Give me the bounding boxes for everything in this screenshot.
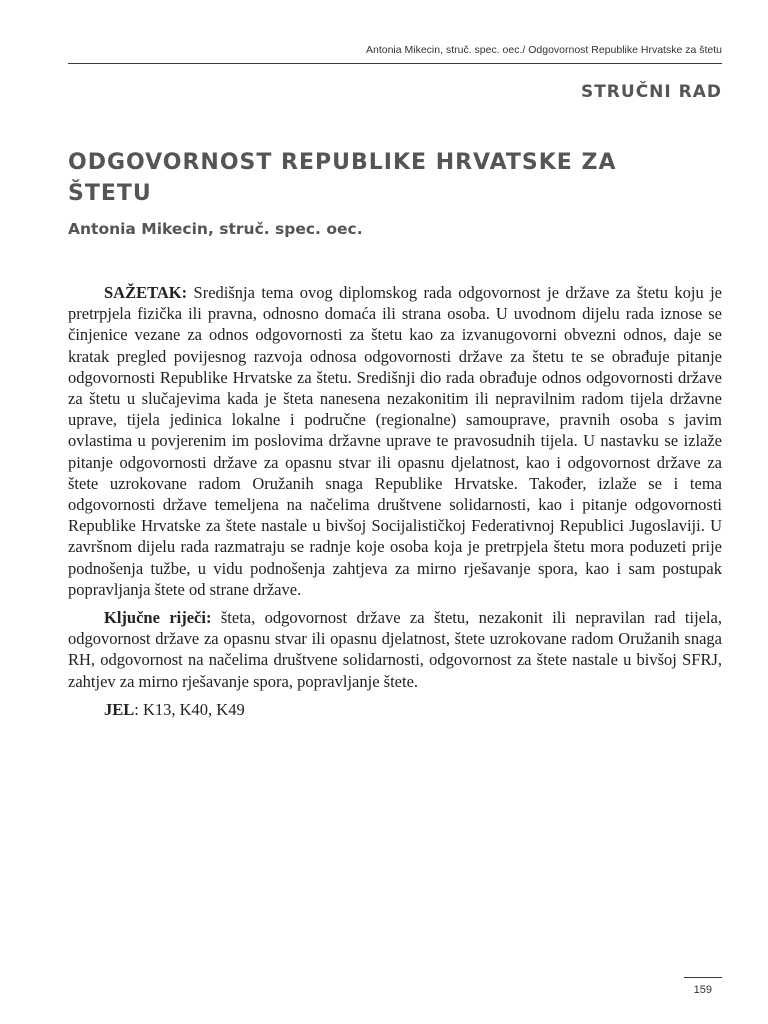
running-header: Antonia Mikecin, struč. spec. oec./ Odgovornost Republike Hrvatske za štetu xyxy=(365,44,722,56)
article-title: ODGOVORNOST REPUBLIKE HRVATSKE ZA ŠTETU xyxy=(68,150,617,206)
abstract-label: SAŽETAK: xyxy=(104,283,188,302)
abstract-text: Središnja tema ovog diplomskog rada odgovornost je države za štetu koju je pretrpjela fizička ili pravna, odnosno domaća ili strana osoba. U uvodnom dijelu rada iznose se činjenice vezane za odnos odgovornosti za štetu kao za izvanugovorni obvezni odnos, daje se kratak pregled povijesnog razvoja odnosa odgovornosti države za štetu te se obrađuje pitanje odgovornosti Republike Hrvatske za štetu. Središnji dio rada obrađuje odnos odgovornosti države za štetu u slučajevima kada je šteta nanesena nezakonitim ili nepravilnim radom tijela državne uprave, tijela jedinica lokalne i područne (regionalne) samouprave, pravnih osoba s javim ovlastima u povjerenim im poslovima državne uprave te pravosudnih tijela. U nastavku se izlaže pitanje odgovornosti države za opasnu stvar ili opasnu djelatnost, kao i odgovornost države za štete uzrokovane radom Oružanih snaga Republike Hrvatske. Također, izlaže se i tema odgovornosti države temeljena na načelima društvene solidarnosti, kao i pitanje odgovornosti Republike Hrvatske za štete nastale u bivšoj Socijalističkoj Federativnoj Republici Jugoslaviji. U završnom dijelu rada razmatraju se radnje koje osoba koja je pretrpjela štetu mora poduzeti prije podnošenja tužbe, u vidu podnošenja zahtjeva za mirno rješavanje spora, kao i sam postupak popravljanja štete od strane države. xyxy=(68,283,722,599)
keywords-label: Ključne riječi: xyxy=(104,608,212,628)
page-number-rule xyxy=(684,977,722,978)
jel-codes: : K13, K40, K49 xyxy=(134,699,245,719)
header-divider xyxy=(68,63,722,64)
article-body xyxy=(68,282,722,727)
author-line: Antonia Mikecin, struč. spec. oec. xyxy=(68,220,363,238)
keywords-paragraph xyxy=(68,607,722,692)
jel-paragraph xyxy=(68,699,722,720)
abstract-paragraph xyxy=(68,282,722,600)
jel-label: JEL xyxy=(104,699,135,719)
keywords-text: šteta, odgovornost države za štetu, nezakonit ili nepravilan rad tijela, odgovornost države za opasnu stvar ili opasnu djelatnost, štete uzrokovane radom Oružanih snaga RH, odgovornost na načelima društvene solidarnosti, odgovornost za štete nastale u bivšoj SFRJ, zahtjev za mirno rješavanje spora, popravljanje štete. xyxy=(68,608,723,691)
page-number: 159 xyxy=(693,984,712,996)
section-label: STRUČNI RAD xyxy=(580,82,722,102)
